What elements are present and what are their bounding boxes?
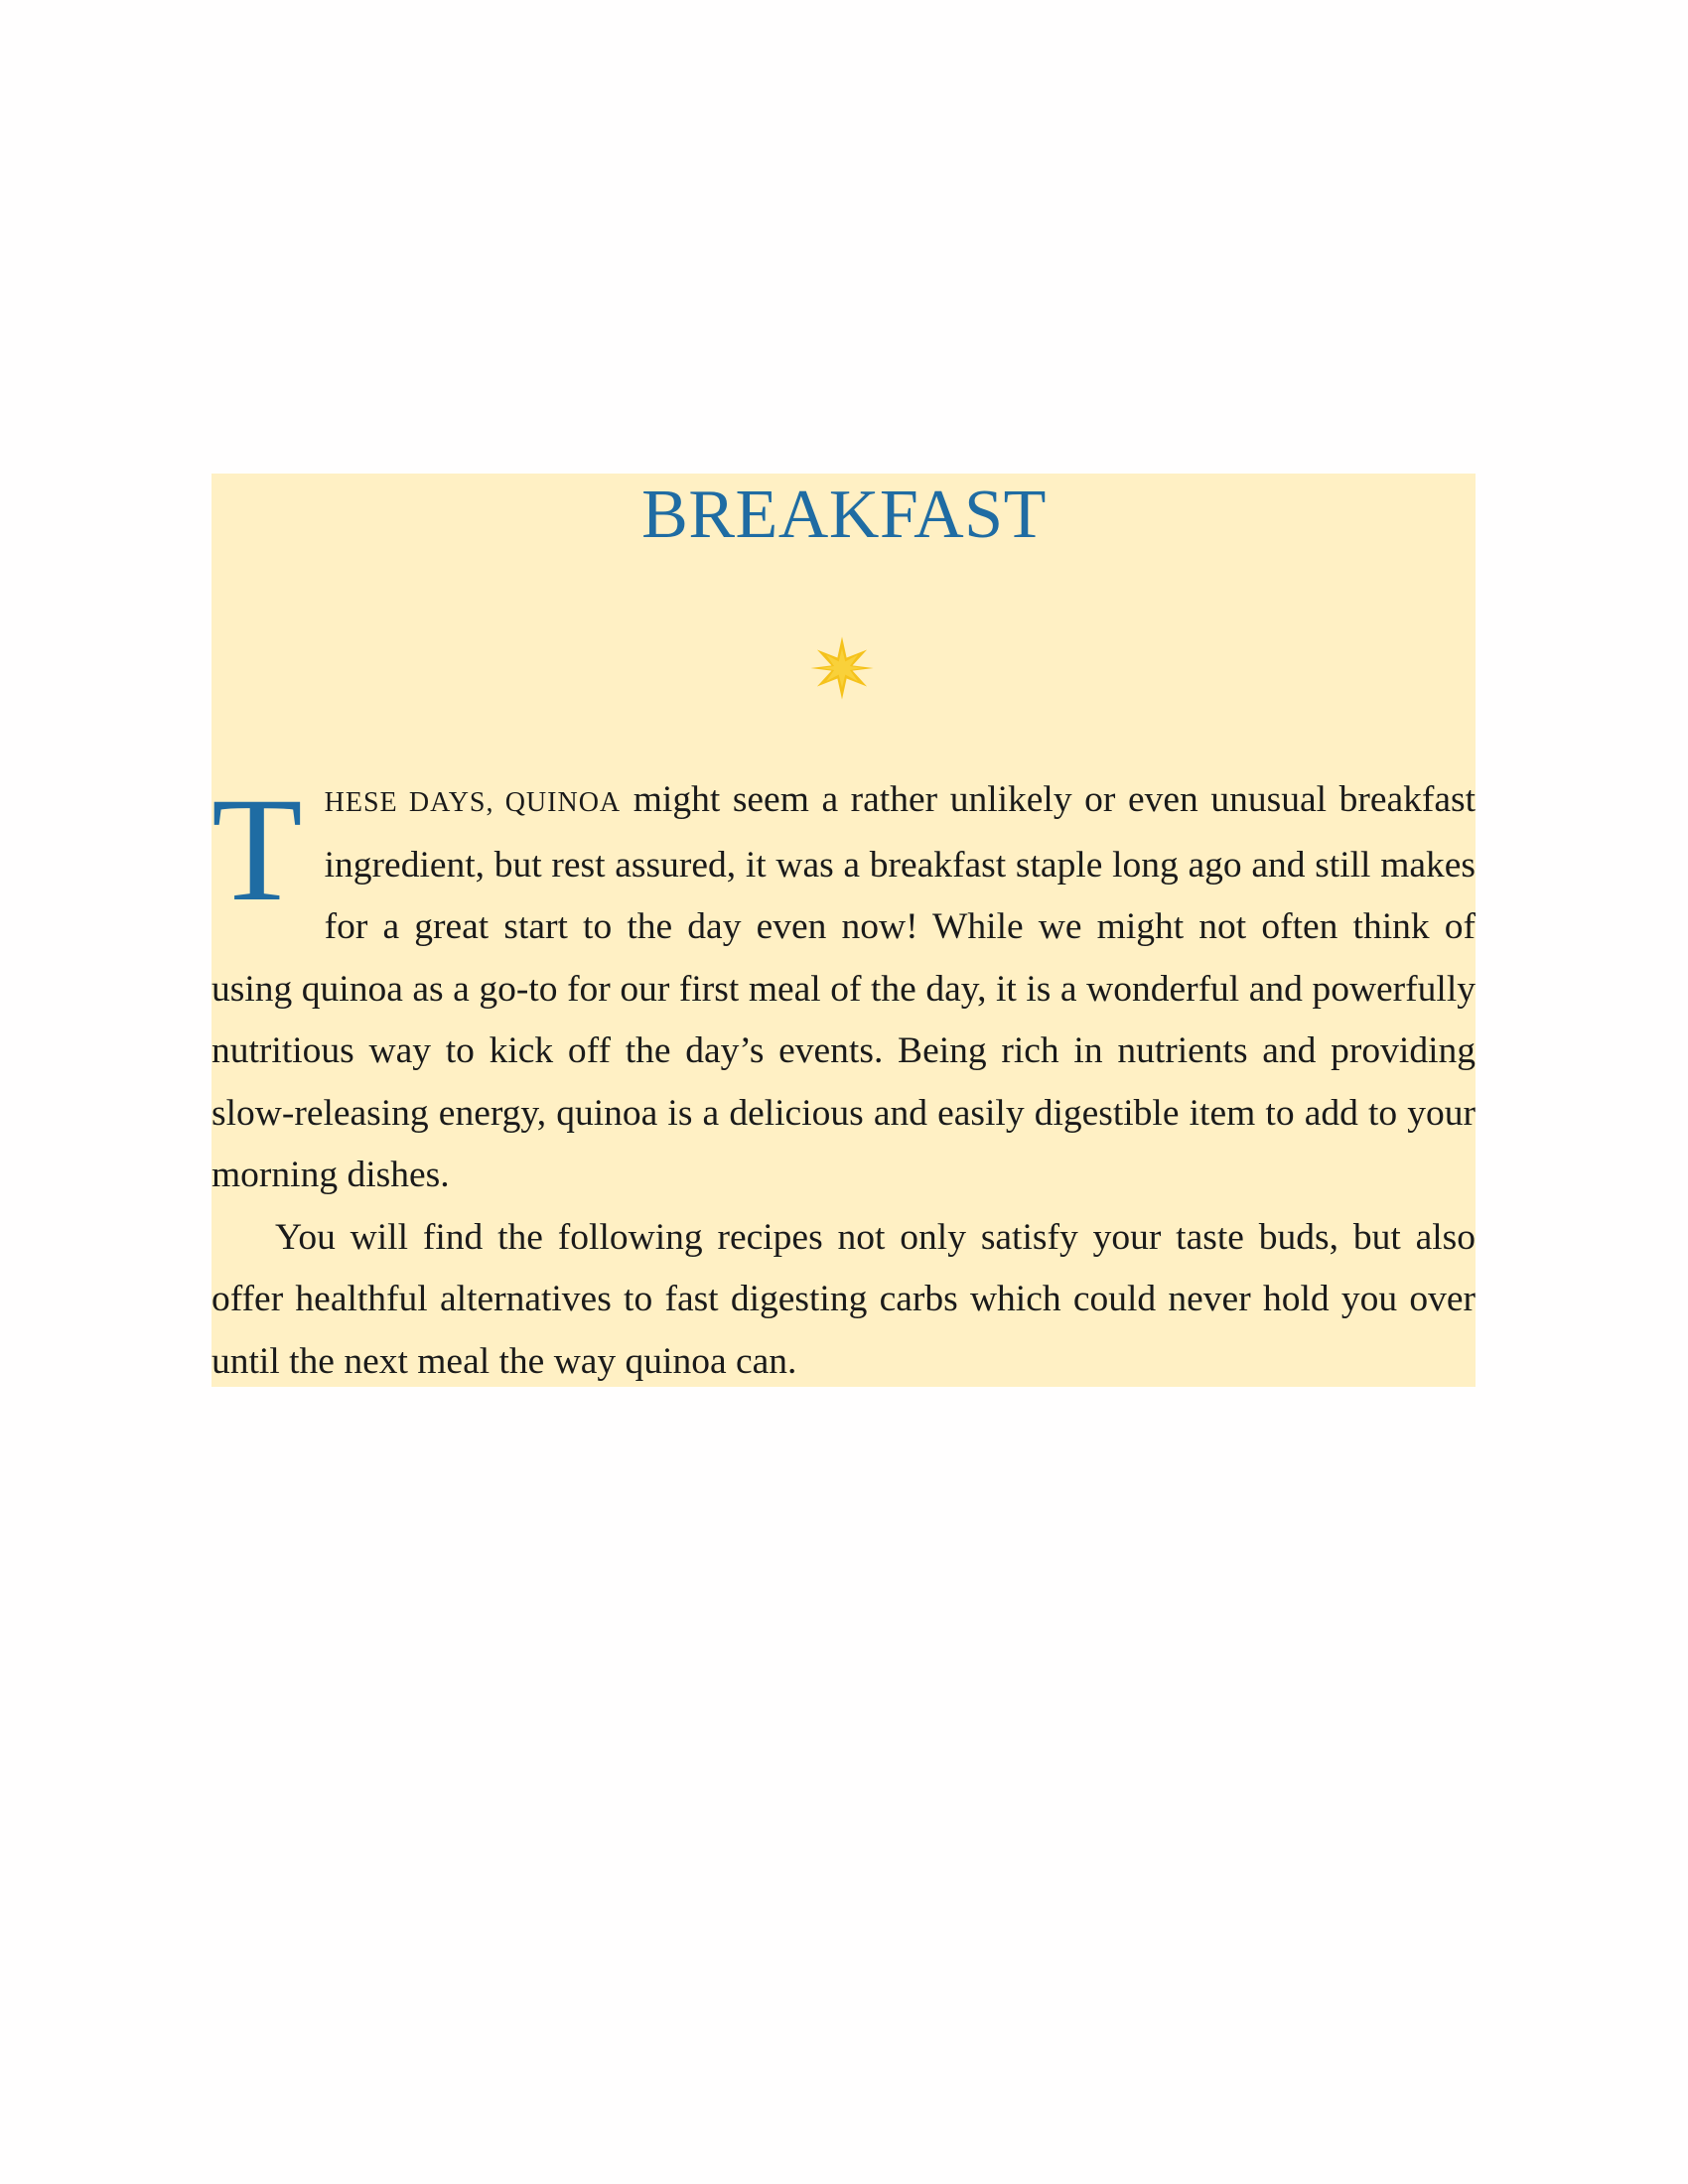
body-text [211,769,1476,1393]
intro-paragraph [211,769,1476,1207]
lead-in-small-caps: HESE DAYS, QUINOA [324,787,622,818]
second-paragraph: You will find the following recipes not only satisfy your taste buds, but also offer healthful alternatives to fast digesting carbs which could never hold you over until the next meal the way quinoa can. [211,1216,1476,1382]
drop-cap: T [211,767,303,932]
intro-paragraph-text: might seem a rather unlikely or even unusual breakfast ingredient, but rest assured, it was a breakfast staple long ago and still makes for a great start to the day even now! While we might not often think of using quinoa as a go-to for our first meal of the day, it is a wonderful and powerfully nutritious way to kick off the day’s events. Being rich in nutrients and providing slow-releasing energy, quinoa is a delicious and easily digestible item to add to your morning dishes. [211,779,1477,1195]
page-title: BREAKFAST [641,477,1047,553]
star-ornament-icon [809,635,875,701]
